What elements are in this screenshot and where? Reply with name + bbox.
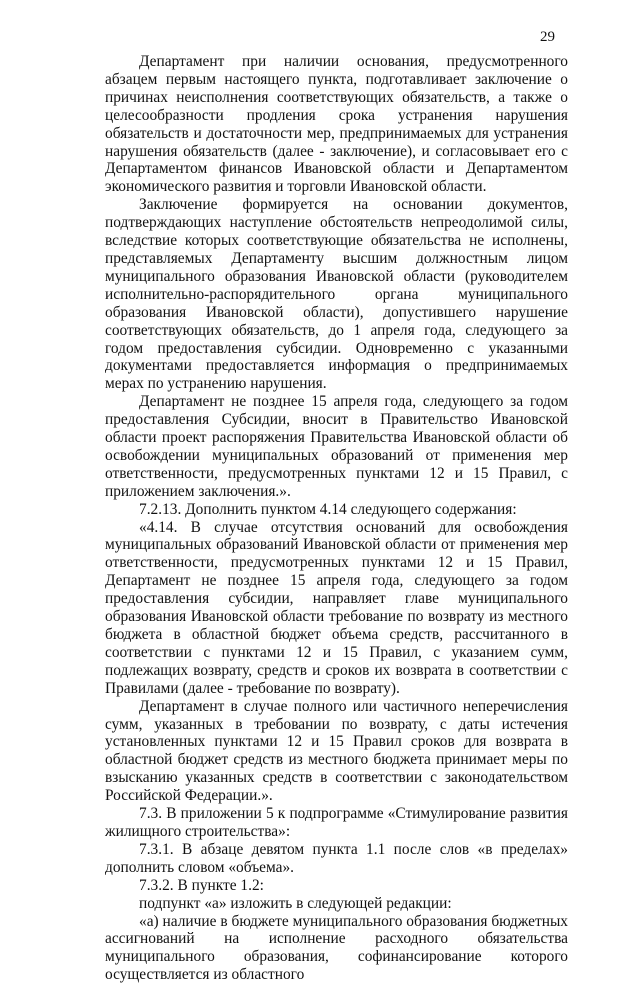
paragraph: Заключение формируется на основании документов, подтверждающих наступление обстоятельств непреодолимой силы, вследствие которых соответствующие обязательства не исполнены, представляемых Департаменту высшим должностным лицом муниципального образования Ивановской области (руководителем исполнительно-распорядительного органа муниципального образования Ивановской области), допустившего нарушение соответствующих обязательств, до 1 апреля года, следующего за годом предоставления субсидии. Одновременно с указанными документами предоставляется информация о предпринимаемых мерах по устранению нарушения.	[105, 196, 568, 393]
paragraph: Департамент при наличии основания, предусмотренного абзацем первым настоящего пункта, подготавливает заключение о причинах неисполнения соответствующих обязательств, а также о целесообразности продления срока устранения нарушения обязательств и достаточности мер, предпринимаемых для устранения нарушения обязательств (далее - заключение), и согласовывает его с Департаментом финансов Ивановской области и Департаментом экономического развития и торговли Ивановской области.	[105, 53, 568, 196]
document-body	[105, 53, 568, 984]
paragraph: Департамент не позднее 15 апреля года, следующего за годом предоставления Субсидии, вносит в Правительство Ивановской области проект распоряжения Правительства Ивановской области об освобождении муниципальных образований от применения мер ответственности, предусмотренных пунктами 12 и 15 Правил, с приложением заключения.».	[105, 393, 568, 500]
paragraph: 7.3.1. В абзаце девятом пункта 1.1 после слов «в пределах» дополнить словом «объема».	[105, 841, 568, 877]
paragraph: «4.14. В случае отсутствия оснований для освобождения муниципальных образований Ивановской области от применения мер ответственности, предусмотренных пунктами 12 и 15 Правил, Департамент не позднее 15 апреля года, следующего за годом предоставления субсидии, направляет главе муниципального образования Ивановской области требование по возврату из местного бюджета в областной бюджет объема средств, рассчитанного в соответствии с пунктами 12 и 15 Правил, с указанием сумм, подлежащих возврату, средств и сроков их возврата в соответствии с Правилами (далее - требование по возврату).	[105, 519, 568, 698]
paragraph: 7.2.13. Дополнить пунктом 4.14 следующего содержания:	[105, 501, 568, 519]
paragraph: 7.3. В приложении 5 к подпрограмме «Стимулирование развития жилищного строительства»:	[105, 805, 568, 841]
paragraph: подпункт «а» изложить в следующей редакции:	[105, 895, 568, 913]
paragraph: Департамент в случае полного или частичного неперечисления сумм, указанных в требовании по возврату, с даты истечения установленных пунктами 12 и 15 Правил сроков для возврата в областной бюджет средств из местного бюджета принимает меры по взысканию указанных средств в соответствии с законодательством Российской Федерации.».	[105, 698, 568, 805]
page-number: 29	[540, 28, 555, 46]
paragraph: «а) наличие в бюджете муниципального образования бюджетных ассигнований на исполнение расходного обязательства муниципального образования, софинансирование которого осуществляется из областного	[105, 913, 568, 984]
paragraph: 7.3.2. В пункте 1.2:	[105, 877, 568, 895]
